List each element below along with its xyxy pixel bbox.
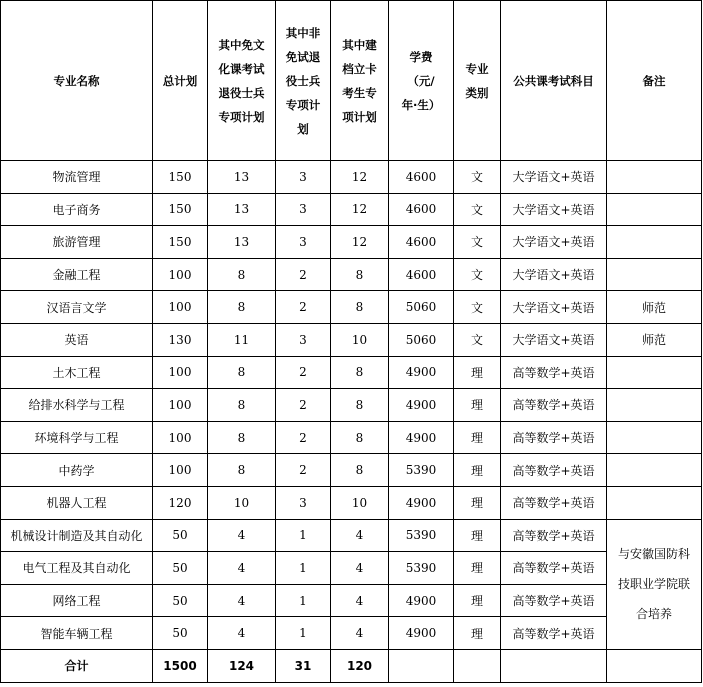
header-major-name: 专业名称 (1, 1, 153, 161)
exempt-veteran-cell: 11 (208, 323, 276, 356)
major-name-cell: 网络工程 (1, 584, 153, 617)
exempt-veteran-cell: 8 (208, 421, 276, 454)
note-cell (607, 389, 702, 422)
exam-subjects-cell: 大学语文+英语 (501, 161, 607, 194)
exam-subjects-cell: 高等数学+英语 (501, 552, 607, 585)
registered-poor-cell: 8 (331, 356, 389, 389)
total-exam-empty (501, 649, 607, 682)
category-cell: 文 (454, 161, 501, 194)
nonexempt-veteran-cell: 3 (276, 193, 331, 226)
registered-poor-cell: 4 (331, 519, 389, 552)
table-row (1, 193, 702, 226)
table-row (1, 161, 702, 194)
table-row (1, 226, 702, 259)
table-row (1, 258, 702, 291)
total-plan-cell: 150 (153, 226, 208, 259)
header-exam-subjects: 公共课考试科目 (501, 1, 607, 161)
exempt-veteran-cell: 10 (208, 486, 276, 519)
nonexempt-veteran-cell: 2 (276, 454, 331, 487)
exam-subjects-cell: 大学语文+英语 (501, 226, 607, 259)
table-row (1, 584, 702, 617)
exempt-veteran-cell: 8 (208, 258, 276, 291)
category-cell: 理 (454, 454, 501, 487)
exam-subjects-cell: 高等数学+英语 (501, 519, 607, 552)
nonexempt-veteran-cell: 3 (276, 161, 331, 194)
total-note-empty (607, 649, 702, 682)
major-name-cell: 中药学 (1, 454, 153, 487)
major-name-cell: 给排水科学与工程 (1, 389, 153, 422)
major-name-cell: 英语 (1, 323, 153, 356)
table-row (1, 486, 702, 519)
major-name-cell: 旅游管理 (1, 226, 153, 259)
exempt-veteran-cell: 4 (208, 552, 276, 585)
note-cell (607, 356, 702, 389)
tuition-cell: 4900 (389, 389, 454, 422)
table-row (1, 552, 702, 585)
tuition-cell: 5060 (389, 291, 454, 324)
note-cell: 师范 (607, 291, 702, 324)
exam-subjects-cell: 大学语文+英语 (501, 258, 607, 291)
exempt-veteran-cell: 8 (208, 389, 276, 422)
major-name-cell: 电气工程及其自动化 (1, 552, 153, 585)
total-category-empty (454, 649, 501, 682)
category-cell: 理 (454, 389, 501, 422)
nonexempt-veteran-cell: 3 (276, 323, 331, 356)
nonexempt-veteran-cell: 2 (276, 356, 331, 389)
exam-subjects-cell: 高等数学+英语 (501, 454, 607, 487)
category-cell: 文 (454, 193, 501, 226)
major-name-cell: 机械设计制造及其自动化 (1, 519, 153, 552)
registered-poor-cell: 4 (331, 584, 389, 617)
registered-poor-cell: 8 (331, 421, 389, 454)
registered-poor-cell: 10 (331, 323, 389, 356)
note-cell: 师范 (607, 323, 702, 356)
total-plan-cell: 50 (153, 552, 208, 585)
exam-subjects-cell: 高等数学+英语 (501, 584, 607, 617)
major-name-cell: 环境科学与工程 (1, 421, 153, 454)
exam-subjects-cell: 大学语文+英语 (501, 193, 607, 226)
tuition-cell: 5390 (389, 454, 454, 487)
tuition-cell: 4900 (389, 421, 454, 454)
nonexempt-veteran-cell: 1 (276, 519, 331, 552)
category-cell: 理 (454, 584, 501, 617)
exam-subjects-cell: 高等数学+英语 (501, 389, 607, 422)
exam-subjects-cell: 高等数学+英语 (501, 421, 607, 454)
exempt-veteran-cell: 4 (208, 584, 276, 617)
nonexempt-veteran-cell: 1 (276, 552, 331, 585)
major-name-cell: 金融工程 (1, 258, 153, 291)
category-cell: 理 (454, 486, 501, 519)
registered-poor-cell: 4 (331, 617, 389, 650)
total-nonexempt-sum: 31 (276, 649, 331, 682)
registered-poor-cell: 8 (331, 291, 389, 324)
tuition-cell: 4600 (389, 258, 454, 291)
registered-poor-cell: 12 (331, 226, 389, 259)
total-plan-cell: 150 (153, 161, 208, 194)
note-cell (607, 193, 702, 226)
tuition-cell: 4600 (389, 193, 454, 226)
exempt-veteran-cell: 8 (208, 356, 276, 389)
total-row (1, 649, 702, 682)
total-plan-cell: 150 (153, 193, 208, 226)
table-row (1, 421, 702, 454)
tuition-cell: 4900 (389, 617, 454, 650)
header-tuition: 学费 （元/ 年·生） (389, 1, 454, 161)
note-cell (607, 454, 702, 487)
nonexempt-veteran-cell: 2 (276, 258, 331, 291)
category-cell: 文 (454, 258, 501, 291)
note-cell (607, 161, 702, 194)
total-plan-cell: 50 (153, 584, 208, 617)
major-name-cell: 智能车辆工程 (1, 617, 153, 650)
header-registered-poor-plan: 其中建 档立卡 考生专 项计划 (331, 1, 389, 161)
exam-subjects-cell: 大学语文+英语 (501, 323, 607, 356)
total-plan-cell: 100 (153, 258, 208, 291)
header-exempt-veteran-plan: 其中免文 化课考试 退役士兵 专项计划 (208, 1, 276, 161)
exempt-veteran-cell: 8 (208, 291, 276, 324)
nonexempt-veteran-cell: 2 (276, 291, 331, 324)
table-row (1, 519, 702, 552)
exempt-veteran-cell: 13 (208, 226, 276, 259)
header-total-plan: 总计划 (153, 1, 208, 161)
registered-poor-cell: 12 (331, 161, 389, 194)
total-plan-cell: 50 (153, 617, 208, 650)
exam-subjects-cell: 高等数学+英语 (501, 617, 607, 650)
total-plan-cell: 130 (153, 323, 208, 356)
header-category: 专业 类别 (454, 1, 501, 161)
exam-subjects-cell: 高等数学+英语 (501, 356, 607, 389)
total-poor-sum: 120 (331, 649, 389, 682)
major-name-cell: 电子商务 (1, 193, 153, 226)
table-row (1, 323, 702, 356)
tuition-cell: 4900 (389, 486, 454, 519)
category-cell: 理 (454, 519, 501, 552)
major-name-cell: 土木工程 (1, 356, 153, 389)
category-cell: 理 (454, 356, 501, 389)
exempt-veteran-cell: 4 (208, 617, 276, 650)
note-cell (607, 226, 702, 259)
category-cell: 理 (454, 552, 501, 585)
tuition-cell: 5060 (389, 323, 454, 356)
category-cell: 文 (454, 291, 501, 324)
total-label: 合计 (1, 649, 153, 682)
exempt-veteran-cell: 8 (208, 454, 276, 487)
total-plan-cell: 100 (153, 291, 208, 324)
tuition-cell: 4600 (389, 226, 454, 259)
tuition-cell: 5390 (389, 552, 454, 585)
table-row (1, 454, 702, 487)
registered-poor-cell: 8 (331, 389, 389, 422)
total-plan-cell: 100 (153, 356, 208, 389)
table-row (1, 617, 702, 650)
tuition-cell: 4900 (389, 584, 454, 617)
total-plan-cell: 120 (153, 486, 208, 519)
header-nonexempt-veteran-plan: 其中非 免试退 役士兵 专项计 划 (276, 1, 331, 161)
table-row (1, 389, 702, 422)
total-exempt-sum: 124 (208, 649, 276, 682)
exempt-veteran-cell: 13 (208, 193, 276, 226)
total-plan-cell: 100 (153, 454, 208, 487)
total-plan-cell: 50 (153, 519, 208, 552)
header-note: 备注 (607, 1, 702, 161)
major-name-cell: 汉语言文学 (1, 291, 153, 324)
registered-poor-cell: 12 (331, 193, 389, 226)
category-cell: 文 (454, 226, 501, 259)
major-name-cell: 机器人工程 (1, 486, 153, 519)
nonexempt-veteran-cell: 1 (276, 617, 331, 650)
nonexempt-veteran-cell: 2 (276, 389, 331, 422)
total-tuition-empty (389, 649, 454, 682)
nonexempt-veteran-cell: 1 (276, 584, 331, 617)
exam-subjects-cell: 大学语文+英语 (501, 291, 607, 324)
total-plan-cell: 100 (153, 421, 208, 454)
registered-poor-cell: 8 (331, 258, 389, 291)
nonexempt-veteran-cell: 3 (276, 486, 331, 519)
note-cell (607, 486, 702, 519)
registered-poor-cell: 10 (331, 486, 389, 519)
nonexempt-veteran-cell: 2 (276, 421, 331, 454)
note-cell (607, 421, 702, 454)
joint-training-note: 与安徽国防科 技职业学院联 合培养 (607, 519, 702, 649)
nonexempt-veteran-cell: 3 (276, 226, 331, 259)
table-row (1, 291, 702, 324)
registered-poor-cell: 4 (331, 552, 389, 585)
category-cell: 理 (454, 617, 501, 650)
registered-poor-cell: 8 (331, 454, 389, 487)
header-row (1, 1, 702, 161)
table-body (1, 161, 702, 650)
category-cell: 理 (454, 421, 501, 454)
exempt-veteran-cell: 4 (208, 519, 276, 552)
tuition-cell: 5390 (389, 519, 454, 552)
category-cell: 文 (454, 323, 501, 356)
tuition-cell: 4600 (389, 161, 454, 194)
total-plan-sum: 1500 (153, 649, 208, 682)
total-plan-cell: 100 (153, 389, 208, 422)
exam-subjects-cell: 高等数学+英语 (501, 486, 607, 519)
exempt-veteran-cell: 13 (208, 161, 276, 194)
tuition-cell: 4900 (389, 356, 454, 389)
major-name-cell: 物流管理 (1, 161, 153, 194)
table-row (1, 356, 702, 389)
note-cell (607, 258, 702, 291)
